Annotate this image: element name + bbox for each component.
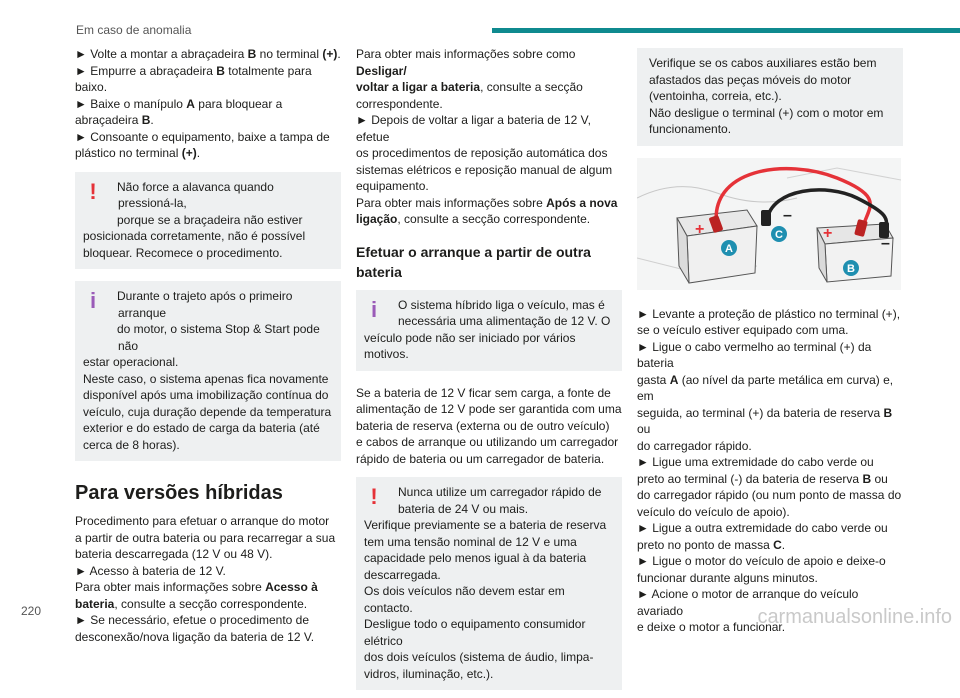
step-line: preto no ponto de massa C. [637, 537, 786, 552]
notice-line: Nunca utilize um carregador rápido de [398, 485, 602, 499]
notice-line: O sistema híbrido liga o veículo, mas é [398, 297, 605, 312]
paragraph-line: a partir de outra bateria ou para recarregar a sua [75, 530, 336, 545]
header-accent-bar [492, 28, 960, 33]
notice-line: capacidade pelo menos igual à da bateria [364, 551, 587, 565]
step-line: do carregador rápido (ou num ponto de massa do [637, 488, 902, 502]
running-header: Em caso de anomalia [76, 23, 192, 37]
paragraph-line: Para obter mais informações sobre Acesso à [75, 580, 318, 594]
notice-line: do motor, o sistema Stop & Start pode não [117, 322, 320, 353]
notice-line: Verifique se os cabos auxiliares estão bem [649, 56, 877, 70]
paragraph-line: Para obter mais informações sobre Após a nova [356, 195, 618, 210]
warning-notice [356, 477, 622, 690]
step-line: funcionar durante alguns minutos. [637, 570, 818, 585]
paragraph-line: bateria de reserva (externa ou de outro veículo) [356, 418, 610, 433]
notice-line: posicionada corretamente, não é possível [83, 229, 306, 243]
notice-line: Durante o trajeto após o primeiro arranque [117, 289, 293, 320]
plus-sign: + [695, 220, 705, 238]
step-line: preto ao terminal (-) da bateria de reserva B ou [637, 471, 888, 486]
notice-line: disponível após uma imobilização contínua do [83, 388, 329, 402]
notice-line: descarregada. [364, 567, 441, 582]
paragraph-line: ► Depois de voltar a ligar a bateria de 12 V, efetue [356, 113, 591, 144]
notice-line: vidros, iluminação, etc.). [364, 666, 494, 681]
notice-line: veículo, cuja duração depende da temperatura [83, 404, 332, 419]
notice-line: bloquear. Recomece o procedimento. [83, 245, 283, 260]
step-line: seguida, ao terminal (+) da bateria de reserva B ou [637, 405, 893, 436]
exclamation-icon: ! [89, 178, 97, 204]
info-icon: i [370, 296, 378, 322]
notice-line: porque se a braçadeira não estiver [117, 212, 303, 227]
notice-line: Desligue todo o equipamento consumidor elétrico [364, 617, 586, 648]
step-line: ► Ligue o motor do veículo de apoio e deixe-o [637, 554, 886, 568]
plus-sign: + [823, 224, 833, 242]
info-icon: i [89, 288, 97, 313]
exclamation-icon: ! [370, 484, 378, 509]
column-1 [75, 46, 341, 645]
paragraph-line: voltar a ligar a bateria, consulte a secção [356, 80, 583, 94]
notice-line: tem uma tensão nominal de 12 V e uma [364, 534, 577, 549]
notice-line: estar operacional. [83, 355, 179, 369]
paragraph-line: Se a bateria de 12 V ficar sem carga, a fonte de [356, 385, 611, 400]
step-line: abraçadeira B. [75, 113, 154, 127]
paragraph-line: correspondente. [356, 96, 443, 111]
label-a: A [725, 242, 733, 255]
step-line: ► Ligue uma extremidade do cabo verde ou [637, 455, 874, 469]
notice-line: Não force a alavanca quando pressioná-la, [117, 179, 274, 210]
notice-line: cerca de 8 horas). [83, 437, 180, 452]
column-2 [356, 46, 622, 698]
step-line: ► Acione o motor de arranque do veículo avariado [637, 587, 859, 618]
paragraph-line: equipamento. [356, 179, 429, 193]
notice-line: dos dois veículos (sistema de áudio, limpa- [364, 650, 594, 664]
notice-line: afastados das peças móveis do motor [649, 72, 852, 87]
paragraph-line: os procedimentos de reposição automática dos [356, 146, 608, 160]
label-b: B [847, 262, 855, 275]
notice-line: Verifique previamente se a bateria de reserva [364, 518, 607, 532]
step-line: veículo do veículo de apoio). [637, 504, 790, 519]
step-line: ► Empurre a abraçadeira B totalmente para baixo. [75, 63, 312, 94]
notice-line: Não desligue o terminal (+) com o motor em [649, 105, 884, 120]
paragraph-line: rápido de bateria ou um carregador de bateria. [356, 451, 605, 466]
paragraph-line: Para obter mais informações sobre como Desligar/ [356, 47, 576, 78]
info-notice [356, 290, 622, 371]
info-notice [75, 281, 341, 461]
paragraph-line: bateria descarregada (12 V ou 48 V). [75, 547, 273, 561]
step-line: e deixe o motor a funcionar. [637, 620, 786, 634]
caution-note [637, 48, 903, 146]
subsection-title [356, 242, 622, 282]
paragraph-line: ligação, consulte a secção correspondente. [356, 212, 591, 226]
step-line: ► Volte a montar a abraçadeira B no terminal (+). [75, 47, 341, 61]
battery-cables-drawing [637, 158, 901, 290]
notice-line: Neste caso, o sistema apenas fica novamente [83, 371, 329, 386]
page-number: 220 [21, 604, 42, 618]
column-3 [637, 46, 903, 636]
step-line: ► Levante a proteção de plástico no terminal (+), [637, 306, 901, 321]
notice-line: veículo pode não ser iniciado por vários motivos. [364, 330, 576, 361]
notice-line: (ventoinha, correia, etc.). [649, 89, 782, 103]
notice-line: bateria de 24 V ou mais. [398, 501, 529, 516]
step-line: gasta A (ao nível da parte metálica em curva) e, em [637, 372, 894, 403]
paragraph-line: alimentação de 12 V pode ser garantida com uma [356, 402, 622, 416]
section-title-hybrid: Para versões híbridas [75, 482, 283, 504]
step-line: ► Ligue a outra extremidade do cabo verde ou [637, 521, 888, 535]
step-line: ► Consoante o equipamento, baixe a tampa de [75, 129, 330, 144]
paragraph-line: ► Acesso à bateria de 12 V. [75, 563, 226, 578]
notice-line: necessária uma alimentação de 12 V. O [398, 314, 611, 328]
paragraph-line: ► Se necessário, efetue o procedimento de [75, 613, 310, 627]
watermark: carmanualsonline.info [757, 606, 952, 628]
paragraph-line: desconexão/nova ligação da bateria de 12 V. [75, 629, 315, 644]
notice-line: exterior e do estado de carga da bateria (até [83, 421, 320, 435]
warning-notice [75, 172, 341, 270]
paragraph-line: Procedimento para efetuar o arranque do motor [75, 514, 330, 528]
label-c: C [775, 228, 783, 241]
paragraph-line: bateria, consulte a secção correspondente. [75, 596, 308, 611]
step-line: do carregador rápido. [637, 438, 752, 453]
subsection-title-line: bateria [356, 263, 402, 280]
step-line: ► Baixe o manípulo A para bloquear a [75, 96, 283, 111]
minus-sign: – [881, 234, 890, 252]
paragraph-line: sistemas elétricos e reposição manual de algum [356, 162, 613, 177]
notice-line: Os dois veículos não devem estar em contacto. [364, 584, 565, 615]
step-line: ► Ligue o cabo vermelho ao terminal (+) da bateria [637, 339, 872, 370]
step-line: plástico no terminal (+). [75, 146, 201, 160]
paragraph-line: e cabos de arranque ou utilizando um carregador [356, 435, 619, 449]
jump-start-illustration [637, 158, 901, 290]
step-line: se o veículo estiver equipado com uma. [637, 323, 849, 337]
subsection-title-line: Efetuar o arranque a partir de outra [356, 243, 591, 260]
minus-sign: – [783, 206, 792, 224]
notice-line: funcionamento. [649, 122, 732, 136]
